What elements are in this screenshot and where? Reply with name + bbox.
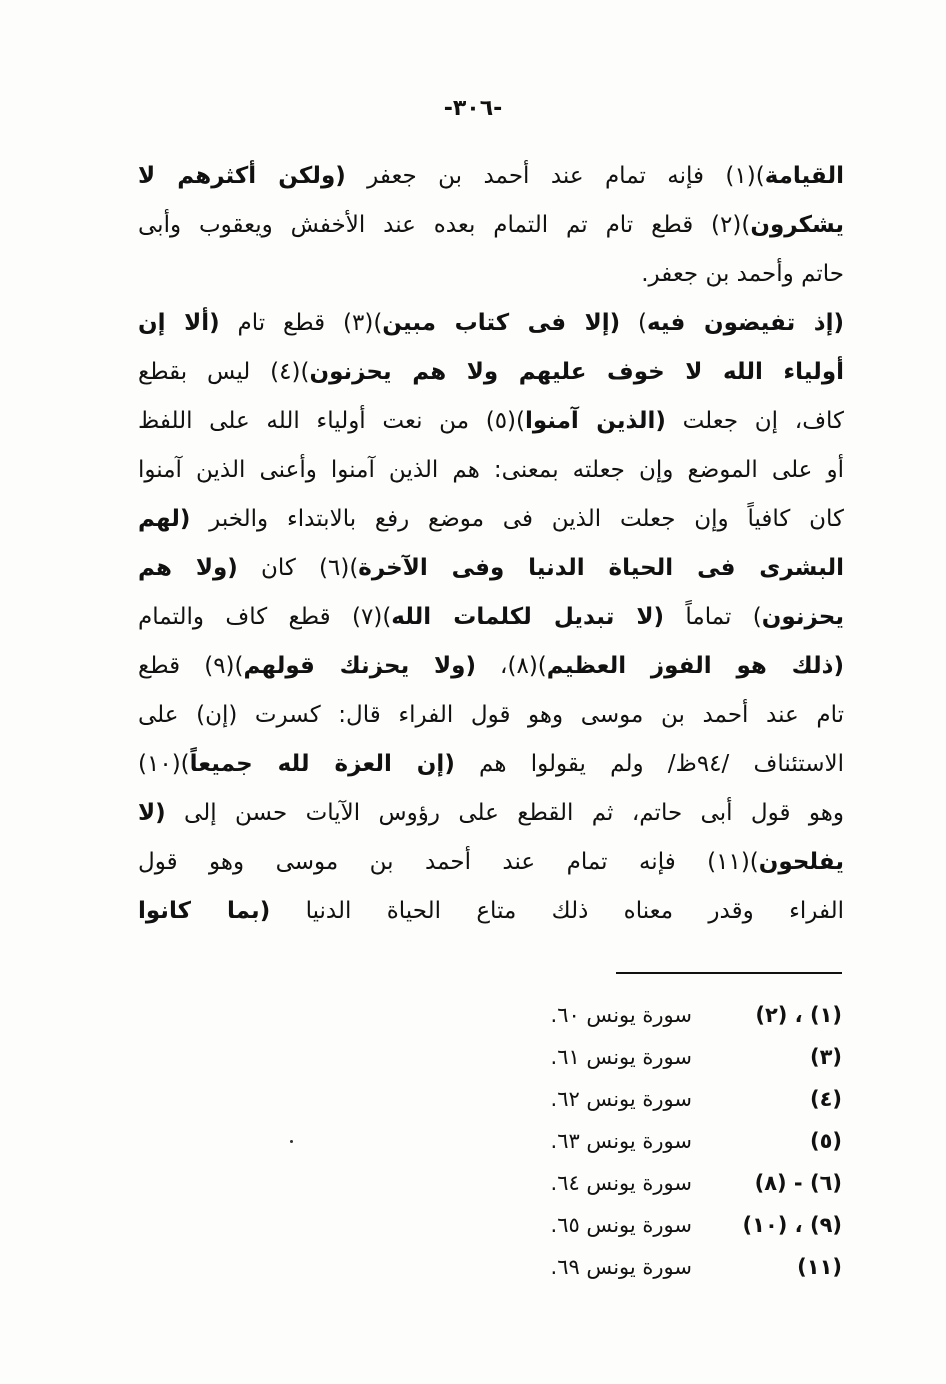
text-run: )(١١) فإنه تمام عند أحمد بن موسى وهو قول xyxy=(138,849,759,875)
text-line xyxy=(138,740,844,789)
text-run: كاف، إن جعلت xyxy=(665,408,844,434)
footnotes xyxy=(520,994,842,1288)
text-line xyxy=(138,495,844,544)
footnote-source: سورة يونس ٦٠. xyxy=(550,1003,692,1027)
text-run: حاتم وأحمد بن جعفر. xyxy=(641,261,844,287)
quran-quote: (ولكن أكثرهم لا xyxy=(138,163,346,189)
footnote-ref: (٣) xyxy=(809,1045,842,1069)
text-run: )(٨)، xyxy=(475,653,547,679)
quran-quote: (ولا يحزنك قولهم xyxy=(243,653,476,679)
text-line xyxy=(138,152,844,201)
text-run: ) تماماً xyxy=(664,604,762,630)
quran-quote: أولياء الله لا خوف عليهم ولا هم يحزنون xyxy=(309,359,844,385)
text-line xyxy=(138,397,844,446)
footnote-ref: (٤) xyxy=(809,1087,842,1111)
text-run: الاستئناف /٩٤ظ/ ولم يقولوا هم xyxy=(454,751,844,777)
footnote-item xyxy=(520,1246,842,1288)
quran-quote: (ألا إن xyxy=(138,310,220,336)
text-run: )(١) فإنه تمام عند أحمد بن جعفر xyxy=(345,163,765,189)
footnote-ref: (١) ، (٢) xyxy=(755,1003,842,1027)
scan-speck xyxy=(290,1140,293,1143)
quran-quote: (إذ تفيضون فيه xyxy=(646,310,845,336)
text-line xyxy=(138,642,844,691)
page-number: -٣٠٦- xyxy=(443,96,503,121)
footnote-source: سورة يونس ٦٩. xyxy=(550,1255,692,1279)
text-run: )(٩) قطع xyxy=(138,653,244,679)
text-line xyxy=(138,446,844,495)
text-line xyxy=(138,250,844,299)
text-run: )(٥) من نعت أولياء الله على اللفظ xyxy=(138,408,525,434)
footnote-divider xyxy=(616,972,842,974)
footnote-item xyxy=(520,1120,842,1162)
text-line xyxy=(138,593,844,642)
footnote-ref: (٦) - (٨) xyxy=(754,1171,842,1195)
text-run: )(٧) قطع كاف والتمام xyxy=(138,604,392,630)
quran-quote: (إن العزة لله جميعاً xyxy=(189,751,455,777)
footnote-ref: (٩) ، (١٠) xyxy=(742,1213,842,1237)
text-run: الفراء وقدر معناه ذلك متاع الحياة الدنيا xyxy=(270,898,844,924)
footnote-source: سورة يونس ٦٢. xyxy=(550,1087,692,1111)
text-run: كان كافياً وإن جعلت الذين فى موضع رفع بالابتداء والخبر xyxy=(190,506,844,532)
footnote-source: سورة يونس ٦٣. xyxy=(550,1129,692,1153)
footnote-item xyxy=(520,1204,842,1246)
footnote-source: سورة يونس ٦٥. xyxy=(550,1213,692,1237)
footnote-item xyxy=(520,1036,842,1078)
quran-quote: يشكرون xyxy=(750,212,844,238)
text-run: أو على الموضع وإن جعلته بمعنى: هم الذين آمنوا وأعنى الذين آمنوا xyxy=(138,457,844,483)
quran-quote: (الذين آمنوا xyxy=(525,408,666,434)
text-line xyxy=(138,544,844,593)
text-line xyxy=(138,789,844,838)
quran-quote: القيامة xyxy=(764,163,844,189)
quran-quote: (لهم xyxy=(138,506,191,532)
text-line xyxy=(138,838,844,887)
quran-quote: (لا xyxy=(138,800,166,826)
body-text xyxy=(138,152,844,936)
text-line xyxy=(138,691,844,740)
text-run: )(٦) كان xyxy=(237,555,359,581)
quran-quote: يحزنون xyxy=(761,604,844,630)
text-line xyxy=(138,201,844,250)
text-run: تام عند أحمد بن موسى وهو قول الفراء قال: كسرت (إن) على xyxy=(138,702,844,728)
text-line xyxy=(138,887,844,936)
text-run: )(١٠) xyxy=(138,751,190,777)
text-run: )(٣) قطع تام xyxy=(219,310,383,336)
quran-quote: يفلحون xyxy=(758,849,844,875)
footnote-source: سورة يونس ٦٤. xyxy=(550,1171,692,1195)
footnote-source: سورة يونس ٦١. xyxy=(550,1045,692,1069)
text-run: )(٤) ليس بقطع xyxy=(138,359,310,385)
quran-quote: (بما كانوا xyxy=(138,898,271,924)
text-run: )(٢) قطع تام تم التمام بعده عند الأخفش ويعقوب وأبى xyxy=(138,212,751,238)
quran-quote: (إلا فى كتاب مبين xyxy=(382,310,621,336)
text-line xyxy=(138,299,844,348)
footnote-ref: (٥) xyxy=(809,1129,842,1153)
text-line xyxy=(138,348,844,397)
footnote-ref: (١١) xyxy=(797,1255,842,1279)
footnote-item xyxy=(520,1078,842,1120)
text-run: ) xyxy=(620,310,647,336)
footnote-item xyxy=(520,994,842,1036)
footnote-item xyxy=(520,1162,842,1204)
quran-quote: (ولا هم xyxy=(138,555,238,581)
quran-quote: البشرى فى الحياة الدنيا وفى الآخرة xyxy=(358,555,844,581)
quran-quote: (ذلك هو الفوز العظيم xyxy=(546,653,844,679)
text-run: وهو قول أبى حاتم، ثم القطع على رؤوس الآيات حسن إلى xyxy=(165,800,844,826)
quran-quote: (لا تبديل لكلمات الله xyxy=(391,604,665,630)
